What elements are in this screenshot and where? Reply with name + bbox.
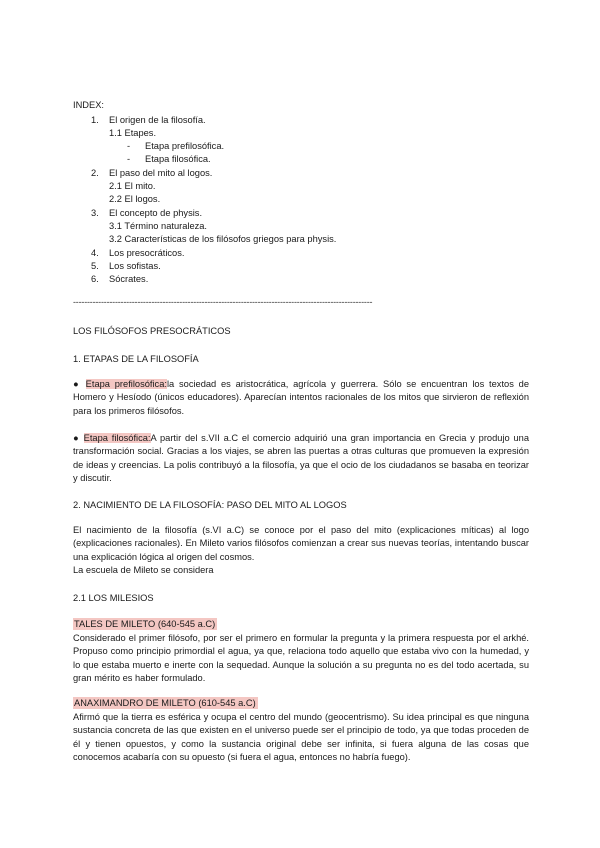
index-item: Etapa filosófica. [145, 154, 211, 164]
index-marker: 2. [91, 168, 99, 178]
index-marker: - [127, 154, 131, 164]
paragraph [73, 632, 529, 686]
index-item: 2.2 El logos. [109, 194, 161, 204]
index-item: Sócrates. [109, 274, 149, 284]
main-title: LOS FILÓSOFOS PRESOCRÁTICOS [73, 326, 231, 336]
bullet-icon: ● [73, 433, 84, 443]
index-item: 2.1 El mito. [109, 181, 156, 191]
index-item: Los presocráticos. [109, 248, 185, 258]
index-item: Los sofistas. [109, 261, 161, 271]
bullet-label-highlight: Etapa prefilosófica: [85, 379, 167, 389]
index-item: 3.2 Características de los filósofos griegos para physis. [109, 234, 337, 244]
philosopher-heading-highlight: TALES DE MILETO (640-545 a.C) [74, 619, 216, 629]
index-item: El paso del mito al logos. [109, 168, 213, 178]
philosopher-heading-highlight: ANAXIMANDRO DE MILETO (610-545 a.C) [74, 698, 256, 708]
bullet-text: A partir del s.VII a.C el comercio adquirió una gran importancia en Grecia y produjo una transformación social. Gracias a los viajes, se abren las puertas a otras culturas que promueven la expresión de ideas y creencias. La polis contribuyó a la filosofía, ya que el ocio de los ciudadanos se basaba en teorizar y discutir. [73, 433, 529, 484]
index-item: Etapa prefilosófica. [145, 141, 225, 151]
paragraph [73, 711, 529, 765]
section-heading: 2.1 LOS MILESIOS [73, 593, 154, 603]
paragraph [73, 524, 529, 578]
bullet-prefilosofica [73, 378, 529, 418]
index-item: El origen de la filosofía. [109, 115, 206, 125]
separator-line: ----------------------------------------------------------------------------------------------------------- [73, 297, 373, 307]
section-heading: 2. NACIMIENTO DE LA FILOSOFÍA: PASO DEL MITO AL LOGOS [73, 500, 347, 510]
bullet-filosofica [73, 432, 529, 486]
index-item: 1.1 Etapes. [109, 128, 157, 138]
index-marker: 6. [91, 274, 99, 284]
paragraph-text: La escuela de Mileto se considera [73, 565, 214, 576]
paragraph-text: El nacimiento de la filosofía (s.VI a.C) se conoce por el paso del mito (explicaciones míticas) al logo (explicaciones racionales). En Mileto varios filósofos comienzan a crear sus nuevas teorías, intentando buscar una explicación lógica al origen del cosmos. [73, 525, 529, 562]
index-marker: 4. [91, 248, 99, 258]
index-item: 3.1 Término naturaleza. [109, 221, 208, 231]
index-marker: 1. [91, 115, 99, 125]
index-heading: INDEX: [73, 100, 104, 110]
index-marker: - [127, 141, 131, 151]
index-item: El concepto de physis. [109, 208, 203, 218]
bullet-label-highlight: Etapa filosófica: [83, 433, 151, 443]
paragraph-text: Afirmó que la tierra es esférica y ocupa el centro del mundo (geocentrismo). Su idea principal es que ninguna sustancia concreta de las que existen en el universo puede ser el principio de todo, ya que todas proceden de él y tienen opuestos, y como la sustancia original debe ser infinita, si fuera alguna de las cosas que conocemos acabaría con su opuesto (si fuera el agua, entonces no habría fuego). [73, 712, 529, 763]
index-marker: 5. [91, 261, 99, 271]
bullet-text: la sociedad es aristocrática, agrícola y guerrera. Sólo se encuentran los textos de Homero y Hesíodo (únicos educadores). Aparecían intentos racionales de los mitos que sirvieron de reflexión para los primeros filósofos. [73, 379, 530, 416]
section-heading: 1. ETAPAS DE LA FILOSOFÍA [73, 354, 199, 364]
bullet-icon: ● [73, 379, 86, 389]
paragraph-text: Considerado el primer filósofo, por ser el primero en formular la pregunta y la primera respuesta por el arkhé. Propuso como principio primordial el agua, ya que, relaciona todo aquello que estaba vivo con la humedad, y lo que estaba muerto e inerte con la sequedad. Aunque la solución a su pregunta no es del todo acertada, su gran mérito es haber formulado. [73, 633, 529, 684]
index-marker: 3. [91, 208, 99, 218]
